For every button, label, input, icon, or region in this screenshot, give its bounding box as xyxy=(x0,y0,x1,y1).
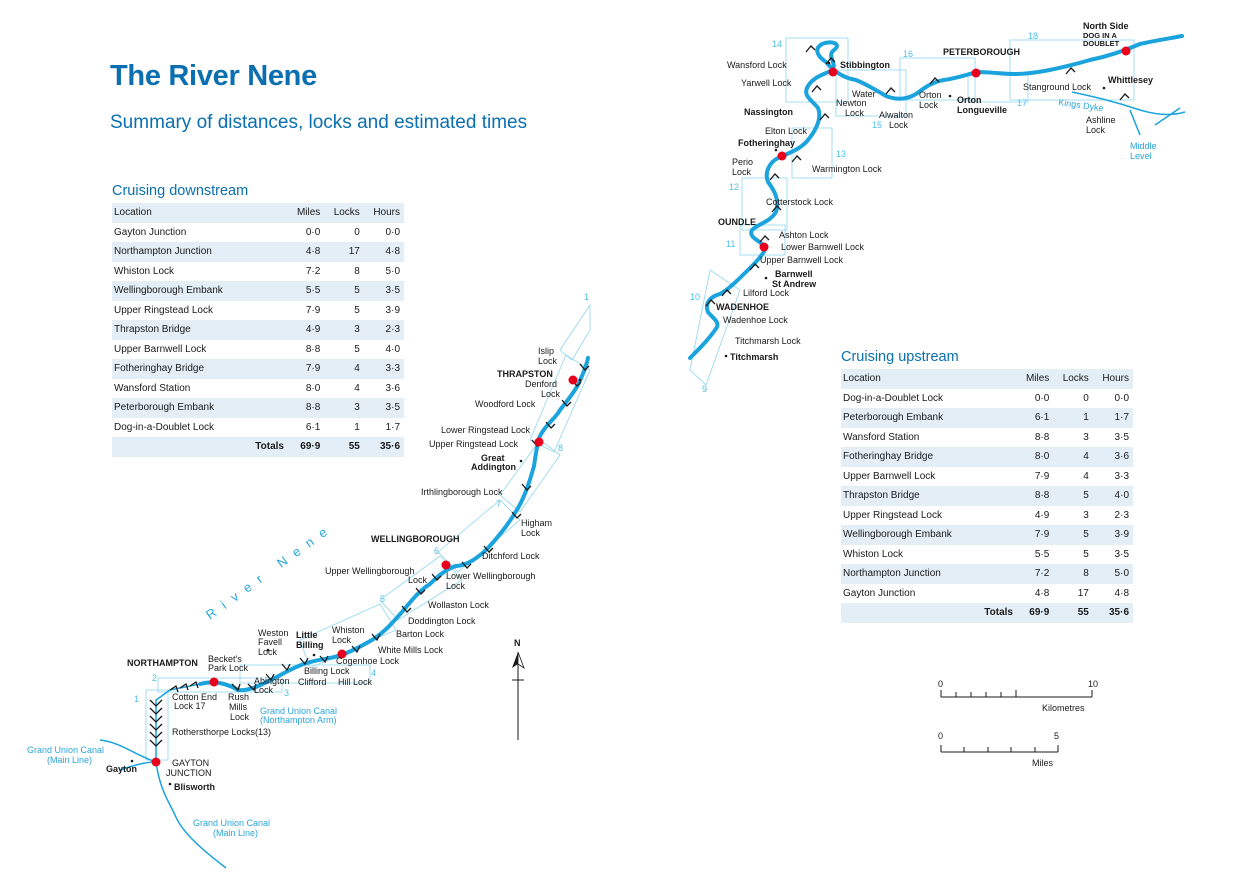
waterway-label: Grand Union Canal xyxy=(260,706,338,716)
location-cell: Northampton Junction xyxy=(843,568,941,580)
scale-km-bar xyxy=(941,690,1092,697)
lock-label: Weston xyxy=(258,628,289,638)
value-cell: 0 xyxy=(1083,392,1089,404)
lock-label: Lower Wellingborough xyxy=(446,571,536,581)
north-label: N xyxy=(514,638,521,648)
lock-label: Denford xyxy=(525,379,558,389)
location-cell: Whiston Lock xyxy=(843,548,904,560)
value-cell: 5·5 xyxy=(305,285,321,297)
value-cell: 5 xyxy=(1083,548,1089,560)
lock-label: Upper Wellingborough xyxy=(325,566,415,576)
location-cell: Upper Barnwell Lock xyxy=(114,343,207,355)
section-number: 1 xyxy=(584,292,590,302)
lock-label: Lock xyxy=(408,575,428,585)
lock-label: Elton Lock xyxy=(765,126,808,136)
lock-label: Lock xyxy=(446,581,466,591)
lock-label: Wansford Lock xyxy=(727,60,787,70)
column-header: Locks xyxy=(1062,373,1089,385)
value-cell: 8·8 xyxy=(305,343,321,355)
lock-label: Alwalton xyxy=(879,110,914,120)
lock-label: Mills xyxy=(229,702,247,712)
value-cell: 4·0 xyxy=(385,343,400,355)
column-header: Location xyxy=(114,207,152,219)
lock-label: Lock xyxy=(258,647,278,657)
value-cell: 7·9 xyxy=(305,304,321,316)
section-number: 7 xyxy=(496,499,502,509)
value-cell: 3·9 xyxy=(385,304,400,316)
lock-label: Lock xyxy=(845,108,865,118)
lock-label: Perio xyxy=(732,157,754,167)
location-cell: Gayton Junction xyxy=(843,587,916,599)
waterway-label: (Northampton Arm) xyxy=(260,715,337,725)
value-cell: 4 xyxy=(1083,451,1089,463)
lock-label: Doddington Lock xyxy=(408,616,476,626)
section-number: 10 xyxy=(690,292,701,302)
lock-label: Woodford Lock xyxy=(475,399,536,409)
mooring-dots xyxy=(152,47,1131,767)
place-label: North Side xyxy=(1083,21,1129,31)
value-cell: 4·9 xyxy=(305,324,321,336)
place-label: GAYTON xyxy=(172,758,210,768)
lock-label: Wadenhoe Lock xyxy=(723,315,788,325)
value-cell: 7·2 xyxy=(1034,568,1050,580)
section-number: 18 xyxy=(1028,31,1039,41)
column-header: Locks xyxy=(333,207,360,219)
lock-label: Cogenhoe Lock xyxy=(336,656,400,666)
totals-label: Totals xyxy=(984,607,1013,619)
lock-label: Lock xyxy=(1086,125,1106,135)
place-label: Great xyxy=(481,453,505,463)
section-number: 13 xyxy=(836,149,847,159)
value-cell: 1·7 xyxy=(1114,412,1129,424)
lock-label: Lock xyxy=(732,167,752,177)
lock-label: Cotton End xyxy=(172,692,218,702)
lock-label: Rothersthorpe Locks(13) xyxy=(172,727,272,737)
value-cell: 5 xyxy=(1083,529,1089,541)
place-label: Longueville xyxy=(957,105,1008,115)
location-cell: Upper Barnwell Lock xyxy=(843,470,936,482)
section-number: 16 xyxy=(903,49,914,59)
value-cell: 8·8 xyxy=(305,402,321,414)
section-number: 11 xyxy=(726,239,736,249)
section-number: 9 xyxy=(702,384,708,394)
waterway-label: Middle xyxy=(1130,141,1157,151)
value-cell: 0 xyxy=(354,226,360,238)
place-label: Stibbington xyxy=(840,60,890,70)
place-label: Whittlesey xyxy=(1108,75,1154,85)
value-cell: 3·5 xyxy=(385,402,400,414)
lock-label: Favell xyxy=(258,637,283,647)
waterway-label: (Main Line) xyxy=(213,828,259,838)
lock-label: Ditchford Lock xyxy=(482,551,540,561)
scale-mi-unit: Miles xyxy=(1032,758,1054,768)
value-cell: 5·5 xyxy=(1034,548,1050,560)
section-number: 3 xyxy=(284,688,290,698)
place-label: Nassington xyxy=(744,107,794,117)
lock-label: Lock xyxy=(538,356,558,366)
lock-label: Rush xyxy=(228,692,250,702)
place-label: Orton xyxy=(957,95,982,105)
section-grid xyxy=(146,38,1134,760)
value-cell: 17 xyxy=(1077,587,1089,599)
river-name-label: River Nene xyxy=(202,519,338,623)
waterway-label: Grand Union Canal xyxy=(27,745,105,755)
totals-value: 35·6 xyxy=(379,441,400,453)
lock-label: Irthlingborough Lock xyxy=(421,487,503,497)
totals-label: Totals xyxy=(255,441,284,453)
value-cell: 0·0 xyxy=(385,226,400,238)
location-cell: Upper Ringstead Lock xyxy=(843,509,942,521)
place-label: St Andrew xyxy=(772,279,817,289)
place-label: Barnwell xyxy=(775,269,813,279)
value-cell: 1·7 xyxy=(385,421,400,433)
section-number: 17 xyxy=(1017,98,1028,108)
upstream-table-title: Cruising upstream xyxy=(841,349,959,365)
value-cell: 3·3 xyxy=(1114,470,1129,482)
lock-label: Upper Barnwell Lock xyxy=(760,255,844,265)
north-arrow xyxy=(512,638,524,740)
waterway-label: Grand Union Canal xyxy=(193,818,271,828)
lock-label: Islip xyxy=(538,346,555,356)
page-subtitle: Summary of distances, locks and estimated times xyxy=(110,112,528,133)
value-cell: 3·6 xyxy=(1114,451,1129,463)
value-cell: 4 xyxy=(354,382,360,394)
lock-label: Hill Lock xyxy=(338,677,373,687)
location-cell: Dog-in-a-Doublet Lock xyxy=(843,392,944,404)
value-cell: 4 xyxy=(354,363,360,375)
value-cell: 8·8 xyxy=(1034,431,1050,443)
place-label: NORTHAMPTON xyxy=(127,658,198,668)
place-label: Billing xyxy=(296,640,324,650)
value-cell: 8·0 xyxy=(305,382,321,394)
scale-mi-bar xyxy=(941,745,1058,752)
section-number: 15 xyxy=(872,120,883,130)
value-cell: 3 xyxy=(1083,431,1089,443)
lock-label: Lock xyxy=(254,685,274,695)
lock-label: Newton xyxy=(836,98,867,108)
value-cell: 8 xyxy=(1083,568,1089,580)
lock-label: Upper Ringstead Lock xyxy=(429,439,519,449)
value-cell: 0·0 xyxy=(1034,392,1050,404)
value-cell: 7·9 xyxy=(305,363,321,375)
place-label: PETERBOROUGH xyxy=(943,47,1021,57)
value-cell: 3·3 xyxy=(385,363,400,375)
location-cell: Whiston Lock xyxy=(114,265,175,277)
lock-label: Whiston xyxy=(332,625,365,635)
value-cell: 3·5 xyxy=(1114,548,1129,560)
lock-label: Yarwell Lock xyxy=(741,78,792,88)
location-cell: Upper Ringstead Lock xyxy=(114,304,213,316)
value-cell: 5·0 xyxy=(1114,568,1129,580)
location-cell: Wellingborough Embank xyxy=(114,285,223,297)
lock-label: Wollaston Lock xyxy=(428,600,489,610)
section-number: 8 xyxy=(558,443,564,453)
value-cell: 4·8 xyxy=(1114,587,1129,599)
value-cell: 3 xyxy=(354,402,360,414)
scale-km-max: 10 xyxy=(1088,679,1099,689)
section-number: 1 xyxy=(134,694,140,704)
place-label: Little xyxy=(296,630,318,640)
lock-label: Lock xyxy=(521,528,541,538)
lock-label: Barton Lock xyxy=(396,629,445,639)
section-number: 2 xyxy=(152,673,158,683)
location-cell: Fotheringhay Bridge xyxy=(114,363,205,375)
section-number: 6 xyxy=(434,546,440,556)
value-cell: 7·2 xyxy=(305,265,321,277)
value-cell: 3 xyxy=(1083,509,1089,521)
lock-label: Becket's xyxy=(208,654,242,664)
value-cell: 3 xyxy=(354,324,360,336)
location-cell: Northampton Junction xyxy=(114,246,212,258)
column-header: Location xyxy=(843,373,881,385)
value-cell: 1 xyxy=(1083,412,1089,424)
value-cell: 4 xyxy=(1083,470,1089,482)
lock-label: Lilford Lock xyxy=(743,288,790,298)
section-number: 12 xyxy=(729,182,740,192)
lock-label: Park Lock xyxy=(208,663,249,673)
lock-label: Lower Barnwell Lock xyxy=(781,242,865,252)
waterway-label: (Main Line) xyxy=(47,755,93,765)
place-label: Titchmarsh xyxy=(730,352,779,362)
downstream-table-title: Cruising downstream xyxy=(112,183,249,199)
place-label: Addington xyxy=(471,462,516,472)
value-cell: 5·0 xyxy=(385,265,400,277)
section-number: 4 xyxy=(371,668,377,678)
location-cell: Gayton Junction xyxy=(114,226,187,238)
totals-value: 35·6 xyxy=(1108,607,1129,619)
scale-mi-zero: 0 xyxy=(938,731,944,741)
lock-label: Ashton Lock xyxy=(779,230,829,240)
lock-label: Cotterstock Lock xyxy=(766,197,834,207)
lock-label: Warmington Lock xyxy=(812,164,882,174)
lock-label: Water xyxy=(852,89,876,99)
location-cell: Fotheringhay Bridge xyxy=(843,451,934,463)
lock-label: Lock xyxy=(230,712,250,722)
place-label: WELLINGBOROUGH xyxy=(371,534,460,544)
location-cell: Wellingborough Embank xyxy=(843,529,952,541)
place-label: WADENHOE xyxy=(716,302,770,312)
totals-value: 69·9 xyxy=(1029,607,1050,619)
waterway-label: Kings Dyke xyxy=(1057,97,1105,114)
value-cell: 8 xyxy=(354,265,360,277)
value-cell: 2·3 xyxy=(1114,509,1129,521)
location-cell: Peterborough Embank xyxy=(843,412,944,424)
column-header: Miles xyxy=(1025,373,1050,385)
place-label: JUNCTION xyxy=(166,768,212,778)
scale-mi-max: 5 xyxy=(1054,731,1060,741)
place-label: Gayton xyxy=(106,764,138,774)
lock-label: Ashline xyxy=(1086,115,1116,125)
location-cell: Wansford Station xyxy=(114,382,191,394)
page-title: The River Nene xyxy=(110,60,317,92)
value-cell: 5 xyxy=(1083,490,1089,502)
lock-label: Lock xyxy=(919,100,939,110)
value-cell: 3·6 xyxy=(385,382,400,394)
lock-label: Billing Lock xyxy=(304,666,350,676)
place-label: DOUBLET xyxy=(1083,39,1120,48)
value-cell: 5 xyxy=(354,304,360,316)
lock-label: Clifford xyxy=(298,677,327,687)
place-label: THRAPSTON xyxy=(497,369,553,379)
value-cell: 17 xyxy=(348,246,360,258)
value-cell: 6·1 xyxy=(1034,412,1050,424)
value-cell: 0·0 xyxy=(305,226,321,238)
place-label: DOG IN A xyxy=(1083,31,1117,40)
column-header: Hours xyxy=(373,207,400,219)
lock-label: White Mills Lock xyxy=(378,645,444,655)
value-cell: 4·8 xyxy=(385,246,400,258)
waterway-label: Level xyxy=(1130,151,1152,161)
value-cell: 3·9 xyxy=(1114,529,1129,541)
place-label: Fotheringhay xyxy=(738,138,796,148)
lock-label: Titchmarsh Lock xyxy=(735,336,801,346)
value-cell: 0·0 xyxy=(1114,392,1129,404)
place-label: OUNDLE xyxy=(718,217,756,227)
value-cell: 1 xyxy=(354,421,360,433)
column-header: Hours xyxy=(1102,373,1129,385)
value-cell: 8·8 xyxy=(1034,490,1050,502)
value-cell: 3·5 xyxy=(1114,431,1129,443)
value-cell: 3·5 xyxy=(385,285,400,297)
lock-label: Lock xyxy=(889,120,909,130)
totals-value: 69·9 xyxy=(300,441,321,453)
lock-label: Lock xyxy=(332,635,352,645)
scale-km-zero: 0 xyxy=(938,679,944,689)
value-cell: 4·0 xyxy=(1114,490,1129,502)
location-cell: Peterborough Embank xyxy=(114,402,215,414)
lock-label: Lock xyxy=(541,389,561,399)
value-cell: 5 xyxy=(354,285,360,297)
value-cell: 4·9 xyxy=(1034,509,1050,521)
column-header: Miles xyxy=(296,207,321,219)
totals-value: 55 xyxy=(1077,607,1089,619)
scale-km-unit: Kilometres xyxy=(1042,703,1085,713)
value-cell: 7·9 xyxy=(1034,529,1050,541)
location-cell: Wansford Station xyxy=(843,431,920,443)
lock-label: Stanground Lock xyxy=(1023,82,1092,92)
value-cell: 4·8 xyxy=(1034,587,1050,599)
lock-label: Lower Ringstead Lock xyxy=(441,425,531,435)
value-cell: 8·0 xyxy=(1034,451,1050,463)
totals-value: 55 xyxy=(348,441,360,453)
location-cell: Dog-in-a-Doublet Lock xyxy=(114,421,215,433)
lock-label: Abington xyxy=(254,676,290,686)
section-number: 14 xyxy=(772,39,783,49)
value-cell: 7·9 xyxy=(1034,470,1050,482)
lock-label: Higham xyxy=(521,518,553,528)
section-number: 5 xyxy=(380,594,386,604)
place-label: Blisworth xyxy=(174,782,216,792)
location-cell: Thrapston Bridge xyxy=(843,490,920,502)
value-cell: 2·3 xyxy=(385,324,400,336)
location-cell: Thrapston Bridge xyxy=(114,324,191,336)
lock-label: Orton xyxy=(919,90,942,100)
lock-label: Lock 17 xyxy=(174,701,206,711)
value-cell: 6·1 xyxy=(305,421,321,433)
value-cell: 4·8 xyxy=(305,246,321,258)
value-cell: 5 xyxy=(354,343,360,355)
